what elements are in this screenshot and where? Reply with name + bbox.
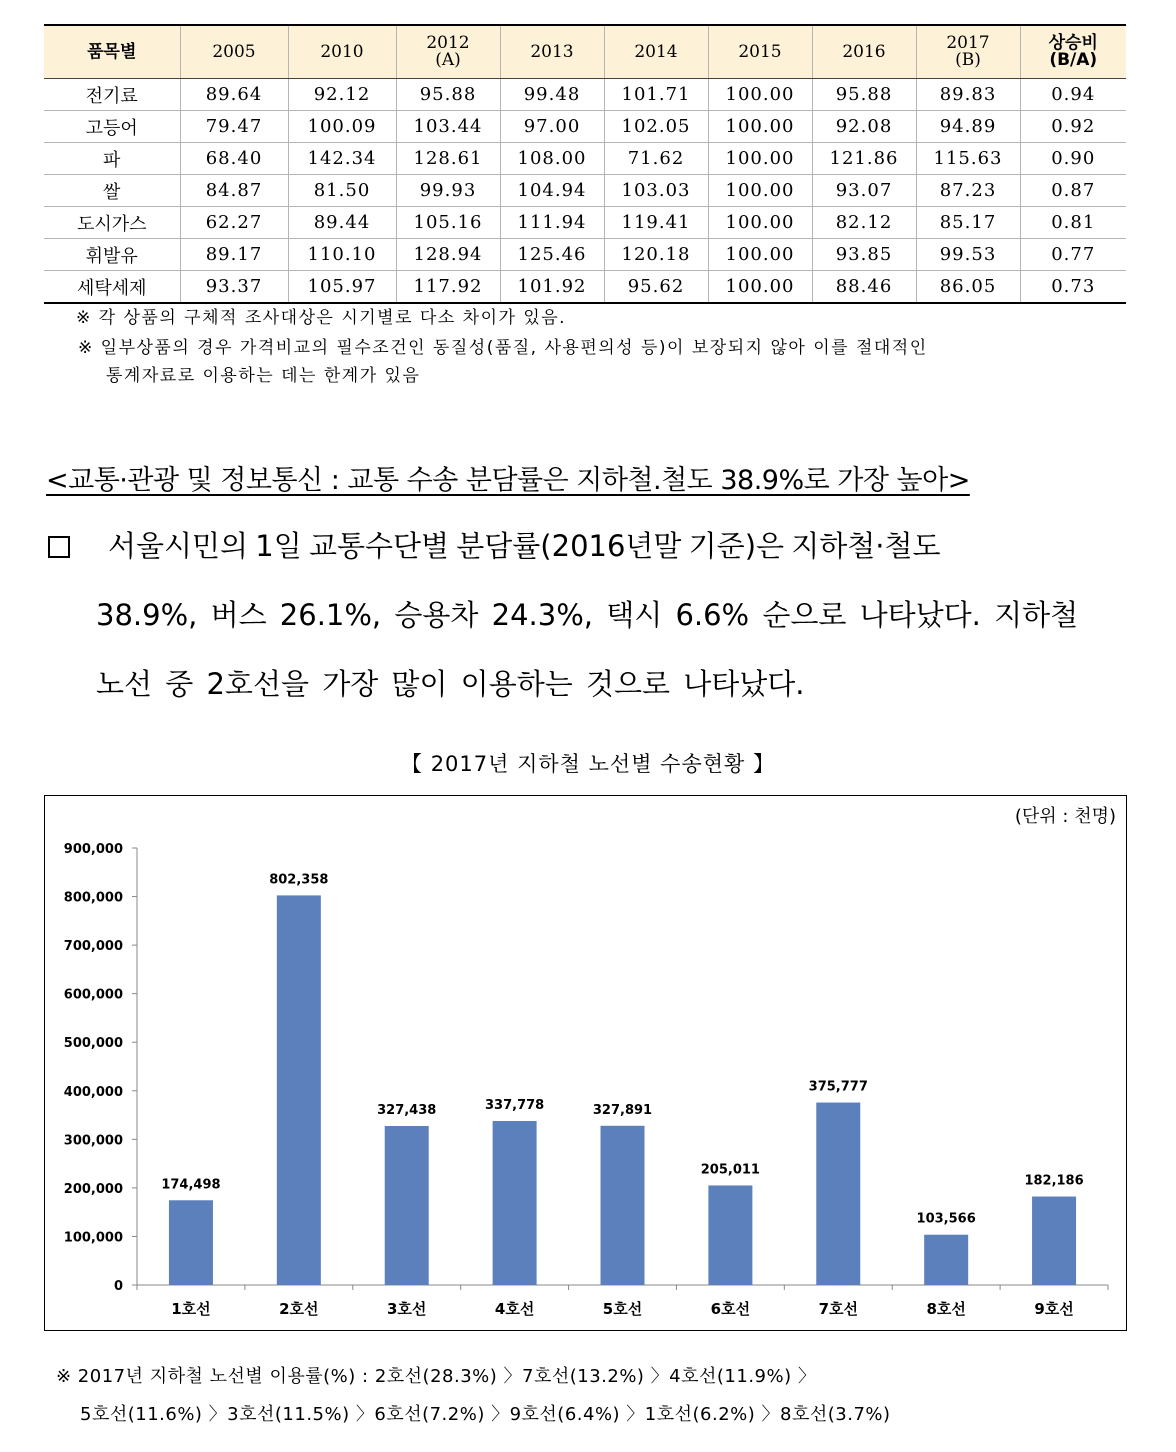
table-cell: 81.50 xyxy=(288,175,396,207)
table-cell: 87.23 xyxy=(916,175,1020,207)
table-cell: 0.90 xyxy=(1020,143,1126,175)
table-cell: 110.10 xyxy=(288,239,396,271)
bar-value-label: 375,777 xyxy=(808,1079,868,1095)
x-category-label: 3호선 xyxy=(387,1300,427,1318)
table-cell: 88.46 xyxy=(812,271,916,304)
table-cell: 89.17 xyxy=(180,239,288,271)
table-row xyxy=(44,111,1126,143)
table-row xyxy=(44,271,1126,304)
table-note-2: ※ 일부상품의 경우 가격비교의 필수조건인 동질성(품질, 사용편의성 등)이 보장되지 않아 이를 절대적인 xyxy=(78,338,928,358)
table-cell: 86.05 xyxy=(916,271,1020,304)
table-cell: 84.87 xyxy=(180,175,288,207)
table-cell: 105.16 xyxy=(396,207,500,239)
table-cell: 92.12 xyxy=(288,79,396,111)
table-cell: 0.92 xyxy=(1020,111,1126,143)
table-cell: 105.97 xyxy=(288,271,396,304)
bar-3 xyxy=(385,1126,429,1285)
table-cell: 101.92 xyxy=(500,271,604,304)
table-cell: 100.00 xyxy=(708,239,812,271)
row-item-name: 휘발유 xyxy=(44,239,180,271)
chart-frame xyxy=(44,795,1127,1331)
x-category-label: 1호선 xyxy=(171,1300,211,1318)
price-index-table xyxy=(44,24,1126,304)
header-2012: 2012 (A) xyxy=(396,25,500,79)
y-tick-label: 300,000 xyxy=(63,1133,123,1149)
bar-value-label: 327,891 xyxy=(592,1102,653,1118)
table-cell: 117.92 xyxy=(396,271,500,304)
table-cell: 99.93 xyxy=(396,175,500,207)
bar-4 xyxy=(493,1121,537,1285)
row-item-name: 세탁세제 xyxy=(44,271,180,304)
bar-value-label: 103,566 xyxy=(916,1211,976,1227)
header-ratio: 상승비 (B/A) xyxy=(1020,25,1126,79)
table-cell: 95.88 xyxy=(396,79,500,111)
table-cell: 128.94 xyxy=(396,239,500,271)
header-2013: 2013 xyxy=(500,25,604,79)
table-cell: 115.63 xyxy=(916,143,1020,175)
y-tick-label: 200,000 xyxy=(63,1181,123,1197)
table-cell: 100.00 xyxy=(708,207,812,239)
table-cell: 100.00 xyxy=(708,143,812,175)
header-2005: 2005 xyxy=(180,25,288,79)
bar-value-label: 174,498 xyxy=(161,1177,221,1193)
table-cell: 94.89 xyxy=(916,111,1020,143)
table-cell: 71.62 xyxy=(604,143,708,175)
x-category-label: 6호선 xyxy=(710,1300,751,1318)
table-cell: 0.94 xyxy=(1020,79,1126,111)
table-cell: 100.00 xyxy=(708,271,812,304)
row-item-name: 고등어 xyxy=(44,111,180,143)
table-cell: 103.03 xyxy=(604,175,708,207)
row-item-name: 도시가스 xyxy=(44,207,180,239)
table-cell: 121.86 xyxy=(812,143,916,175)
row-item-name: 쌀 xyxy=(44,175,180,207)
bar-value-label: 802,358 xyxy=(269,872,329,888)
table-cell: 100.00 xyxy=(708,111,812,143)
chart-footnote-2: 5호선(11.6%) 〉3호선(11.5%) 〉6호선(7.2%) 〉9호선(6.4%) 〉1호선(6.2%) 〉8호선(3.7%) xyxy=(80,1404,891,1425)
table-cell: 100.00 xyxy=(708,79,812,111)
bar-5 xyxy=(601,1126,645,1285)
x-category-label: 2호선 xyxy=(279,1300,319,1318)
table-row xyxy=(44,79,1126,111)
y-tick-label: 700,000 xyxy=(63,939,123,955)
table-cell: 82.12 xyxy=(812,207,916,239)
header-2015: 2015 xyxy=(708,25,812,79)
table-cell: 103.44 xyxy=(396,111,500,143)
bar-1 xyxy=(169,1200,213,1285)
paragraph-line-2: 38.9%, 버스 26.1%, 승용차 24.3%, 택시 6.6% 순으로 나타났다. 지하철 xyxy=(96,598,1079,632)
bar-value-label: 182,186 xyxy=(1024,1173,1084,1189)
table-cell: 62.27 xyxy=(180,207,288,239)
table-cell: 100.09 xyxy=(288,111,396,143)
y-tick-label: 400,000 xyxy=(63,1084,123,1100)
paragraph-line-3: 노선 중 2호선을 가장 많이 이용하는 것으로 나타났다. xyxy=(96,667,805,701)
x-category-label: 7호선 xyxy=(818,1300,858,1318)
table-cell: 111.94 xyxy=(500,207,604,239)
table-note-3: 통계자료로 이용하는 데는 한계가 있음 xyxy=(106,366,421,386)
chart-footnote-1: ※ 2017년 지하철 노선별 이용률(%) : 2호선(28.3%) 〉7호선(13.2%) 〉4호선(11.9%) 〉 xyxy=(56,1366,817,1387)
bar-value-label: 205,011 xyxy=(700,1162,760,1178)
table-cell: 93.85 xyxy=(812,239,916,271)
table-cell: 125.46 xyxy=(500,239,604,271)
y-tick-label: 600,000 xyxy=(63,987,123,1003)
table-cell: 99.48 xyxy=(500,79,604,111)
table-cell: 95.88 xyxy=(812,79,916,111)
table-note-1: ※ 각 상품의 구체적 조사대상은 시기별로 다소 차이가 있음. xyxy=(76,308,567,328)
bar-8 xyxy=(924,1235,968,1285)
table-row xyxy=(44,207,1126,239)
bar-chart xyxy=(45,796,1126,1330)
table-row xyxy=(44,175,1126,207)
table-cell: 119.41 xyxy=(604,207,708,239)
y-tick-label: 0 xyxy=(113,1279,123,1294)
table-cell: 0.87 xyxy=(1020,175,1126,207)
x-category-label: 8호선 xyxy=(926,1300,966,1318)
x-category-label: 5호선 xyxy=(602,1300,643,1318)
table-cell: 99.53 xyxy=(916,239,1020,271)
table-cell: 101.71 xyxy=(604,79,708,111)
bar-value-label: 337,778 xyxy=(485,1097,545,1113)
bar-value-label: 327,438 xyxy=(377,1103,437,1119)
x-category-label: 9호선 xyxy=(1034,1300,1074,1318)
table-cell: 85.17 xyxy=(916,207,1020,239)
table-cell: 128.61 xyxy=(396,143,500,175)
bar-6 xyxy=(708,1185,752,1285)
table-cell: 0.81 xyxy=(1020,207,1126,239)
x-category-label: 4호선 xyxy=(494,1300,535,1318)
table-cell: 89.83 xyxy=(916,79,1020,111)
header-item: 품목별 xyxy=(44,25,180,79)
bullet-box-icon xyxy=(48,536,70,558)
table-cell: 120.18 xyxy=(604,239,708,271)
table-cell: 104.94 xyxy=(500,175,604,207)
bar-2 xyxy=(277,895,321,1285)
section-heading: <교통·관광 및 정보통신 : 교통 수송 분담률은 지하철.철도 38.9%로 가장 높아> xyxy=(46,465,970,496)
row-item-name: 전기료 xyxy=(44,79,180,111)
table-cell: 108.00 xyxy=(500,143,604,175)
table-cell: 97.00 xyxy=(500,111,604,143)
y-tick-label: 500,000 xyxy=(63,1036,123,1052)
bar-7 xyxy=(816,1103,860,1285)
row-item-name: 파 xyxy=(44,143,180,175)
table-cell: 0.73 xyxy=(1020,271,1126,304)
y-tick-label: 800,000 xyxy=(63,890,123,906)
table-cell: 68.40 xyxy=(180,143,288,175)
table-cell: 95.62 xyxy=(604,271,708,304)
y-tick-label: 900,000 xyxy=(63,842,123,857)
table-cell: 93.07 xyxy=(812,175,916,207)
chart-title: 【 2017년 지하철 노선별 수송현황 】 xyxy=(401,752,775,776)
table-cell: 89.64 xyxy=(180,79,288,111)
table-cell: 89.44 xyxy=(288,207,396,239)
paragraph-line-1: 서울시민의 1일 교통수단별 분담률(2016년말 기준)은 지하철·철도 xyxy=(108,529,941,563)
chart-unit-label: (단위 : 천명) xyxy=(1014,806,1116,827)
bar-9 xyxy=(1032,1197,1076,1285)
table-row xyxy=(44,239,1126,271)
table-row xyxy=(44,143,1126,175)
table-header-row xyxy=(44,25,1126,79)
table-cell: 102.05 xyxy=(604,111,708,143)
table-cell: 0.77 xyxy=(1020,239,1126,271)
header-2010: 2010 xyxy=(288,25,396,79)
header-2014: 2014 xyxy=(604,25,708,79)
table-cell: 142.34 xyxy=(288,143,396,175)
table-cell: 93.37 xyxy=(180,271,288,304)
table-cell: 79.47 xyxy=(180,111,288,143)
y-tick-label: 100,000 xyxy=(63,1230,123,1246)
header-2016: 2016 xyxy=(812,25,916,79)
table-cell: 100.00 xyxy=(708,175,812,207)
table-cell: 92.08 xyxy=(812,111,916,143)
header-2017: 2017 (B) xyxy=(916,25,1020,79)
